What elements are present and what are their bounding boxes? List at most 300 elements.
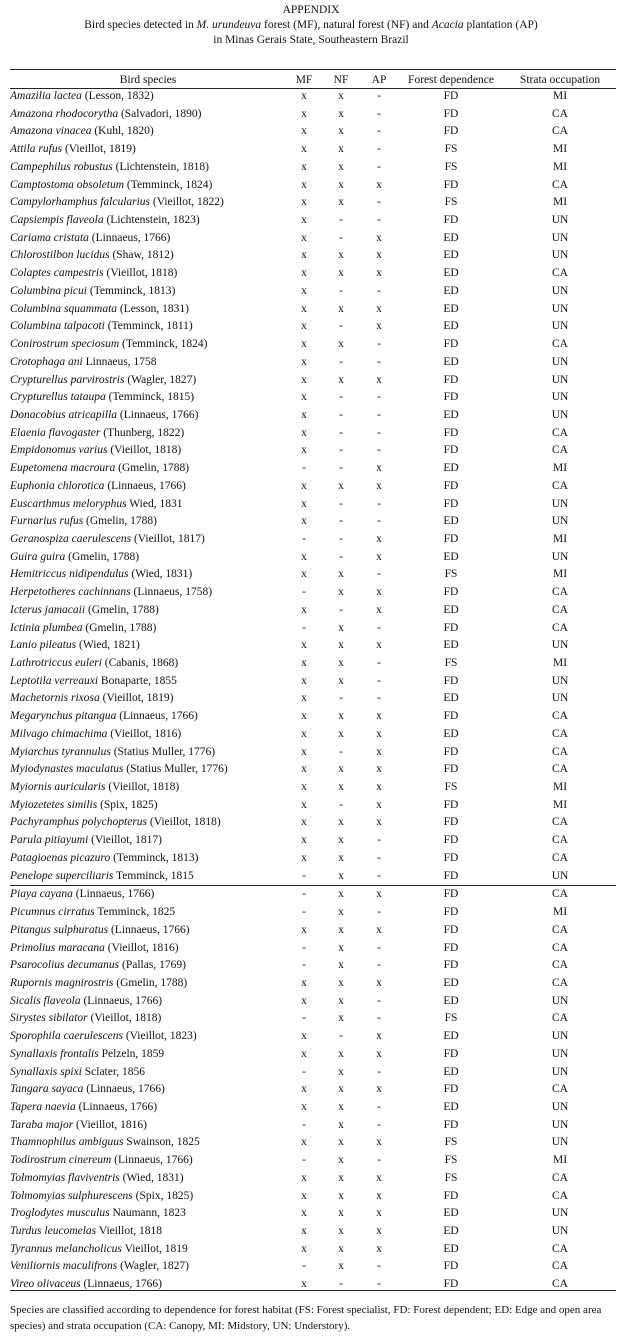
nf-cell: x [338,1136,344,1149]
species-authority: (Linnaeus, 1766) [78,1100,158,1113]
species-authority: (Linnaeus, 1766) [75,888,155,901]
strata-occupation-cell: UN [551,214,569,227]
forest-dependence-cell: FD [443,107,459,120]
mf-cell: x [301,1100,307,1113]
mf-cell: x [301,657,307,669]
scientific-name: Cariama cristata [10,231,89,244]
scientific-name: Furnarius rufus [10,515,84,528]
ap-cell: x [376,373,382,386]
scientific-name: Ictinia plumbea [10,621,83,634]
forest-dependence-cell: FD [443,338,459,351]
mf-cell: x [301,851,307,864]
table-row [10,478,616,496]
species-authority: (Wagler, 1827) [120,1260,189,1273]
ap-cell: x [376,532,382,545]
nf-cell: x [338,1047,344,1060]
ap-cell: - [377,568,381,581]
species-cell [10,496,286,514]
species-authority: (Vieillot, 1818) [149,816,221,829]
nf-cell: x [338,586,344,599]
bottom-rule [10,1290,616,1291]
species-cell [10,460,286,478]
table-row [10,177,616,195]
scientific-name: Camptostoma obsoletum [10,178,125,191]
ap-cell: x [376,1207,382,1220]
species-authority: (Vieillot, 1816) [76,1118,147,1131]
ap-cell: x [376,1171,382,1184]
nf-cell: x [338,160,344,173]
species-authority: Linnaeus, 1758 [85,355,157,368]
species-authority: (Vieillot, 1823) [125,1030,197,1043]
table-row [10,283,616,301]
ap-cell: x [376,320,382,333]
nf-cell: x [338,1118,344,1131]
strata-occupation-cell: CA [552,1171,568,1184]
forest-dependence-cell: ED [443,727,459,740]
species-authority: (Temminck, 1824) [126,178,213,191]
strata-occupation-cell: UN [551,284,569,297]
table-row [10,194,616,212]
strata-occupation-cell: UN [551,320,569,333]
nf-cell: - [339,1030,343,1043]
table-header-row [10,72,616,88]
forest-dependence-cell: FD [443,444,459,457]
species-cell [10,1064,286,1082]
table-row [10,1258,616,1276]
forest-dependence-cell: FS [444,781,458,794]
species-cell [10,602,286,620]
ap-cell: x [376,1030,382,1043]
mf-cell: x [301,1171,307,1184]
table-row [10,1081,616,1099]
scientific-name: Todirostrum cinereum [10,1154,112,1167]
mf-cell: x [301,710,307,723]
species-authority: (Pallas, 1769) [122,959,186,972]
scientific-name: Tolmomyias flaviventris [10,1171,120,1184]
strata-occupation-cell: MI [552,532,568,545]
nf-cell: x [338,1225,344,1237]
forest-dependence-cell: ED [443,355,459,368]
ap-cell: x [376,798,382,811]
forest-dependence-cell: ED [443,249,459,262]
scientific-name: Thamnophilus ambiguus [10,1136,124,1149]
species-authority: (Gmelin, 1788) [68,550,140,563]
table-row [10,1152,616,1170]
ap-cell: x [376,710,382,723]
scientific-name: Myiarchus tyrannulus [10,745,111,758]
forest-dependence-cell: FD [443,834,459,847]
mf-cell: x [301,479,307,492]
ap-cell: - [377,355,381,368]
mf-cell: x [301,1207,307,1220]
table-row [10,230,616,248]
strata-occupation-cell: CA [552,959,568,972]
title-part: forest (MF), natural forest (NF) and [261,19,432,31]
mf-cell: x [301,1030,307,1043]
strata-occupation-cell: CA [552,923,568,936]
species-cell [10,318,286,336]
ap-cell: x [376,1047,382,1060]
scientific-name: Synallaxis frontalis [10,1047,99,1060]
forest-dependence-cell: ED [443,1207,459,1220]
ap-cell: - [377,621,381,634]
nf-cell: - [339,692,343,705]
forest-dependence-cell: FD [443,798,459,811]
table-row [10,886,616,904]
forest-dependence-cell: FD [443,178,459,191]
nf-cell: x [338,267,344,280]
mf-cell: x [301,444,307,457]
nf-cell: - [339,408,343,421]
table-row [10,957,616,975]
scientific-name: Myiornis auricularis [10,781,106,794]
mf-cell: x [301,692,307,705]
table-row [10,123,616,141]
strata-occupation-cell: UN [551,391,569,404]
species-cell [10,1117,286,1135]
mf-cell: x [301,355,307,368]
table-row [10,301,616,319]
ap-cell: - [377,426,381,439]
species-cell [10,88,286,106]
column-header: MF [295,74,313,86]
nf-cell: x [338,1012,344,1025]
mf-cell: x [301,745,307,758]
mf-cell: x [301,798,307,811]
species-authority: Wied, 1831 [129,497,183,510]
species-authority: Temminck, 1825 [97,906,176,919]
species-authority: Sclater, 1856 [84,1065,145,1078]
species-cell [10,637,286,655]
forest-dependence-cell: FD [443,745,459,758]
nf-cell: - [339,515,343,528]
mf-cell: x [301,90,307,102]
strata-occupation-cell: MI [552,160,568,173]
strata-occupation-cell: CA [552,267,568,280]
forest-dependence-cell: FS [444,1136,458,1149]
ap-cell: - [377,338,381,351]
strata-occupation-cell: MI [552,568,568,581]
scientific-name: Colaptes campestris [10,267,104,280]
species-cell [10,1170,286,1188]
nf-cell: x [338,781,344,794]
forest-dependence-cell: FD [443,906,459,919]
nf-cell: x [338,1154,344,1167]
table-row [10,761,616,779]
nf-cell: x [338,1242,344,1255]
strata-occupation-cell: CA [552,976,568,989]
species-cell [10,814,286,832]
nf-cell: - [339,284,343,297]
species-authority: Swainson, 1825 [126,1136,200,1149]
forest-dependence-cell: FD [443,941,459,954]
forest-dependence-cell: ED [443,231,459,244]
ap-cell: - [377,90,381,102]
species-cell [10,975,286,993]
ap-cell: - [377,125,381,138]
table-row [10,655,616,673]
nf-cell: x [338,923,344,936]
species-cell [10,1241,286,1259]
ap-cell: - [377,444,381,457]
top-rule [10,69,616,70]
species-cell [10,141,286,159]
table-row [10,975,616,993]
scientific-name: Rupornis magnirostris [10,976,114,989]
table-row [10,620,616,638]
ap-cell: x [376,1136,382,1149]
strata-occupation-cell: CA [552,763,568,776]
mf-cell: - [302,959,306,972]
strata-occupation-cell: MI [552,90,568,102]
species-authority: (Thunberg, 1822) [103,426,185,439]
strata-occupation-cell: CA [552,125,568,138]
column-header: NF [333,74,349,86]
mf-cell: x [301,727,307,740]
scientific-name: Vireo olivaceus [10,1278,81,1291]
table-row [10,566,616,584]
strata-occupation-cell: MI [552,462,568,475]
strata-occupation-cell: UN [551,355,569,368]
mf-cell: x [301,426,307,439]
ap-cell: - [377,657,381,669]
mf-cell: x [301,1189,307,1202]
forest-dependence-cell: ED [443,1065,459,1078]
table-row [10,832,616,850]
strata-occupation-cell: MI [552,196,568,209]
species-cell [10,442,286,460]
species-cell [10,673,286,691]
table-row [10,1099,616,1117]
forest-dependence-cell: FD [443,710,459,723]
nf-cell: x [338,479,344,492]
forest-dependence-cell: FD [443,214,459,227]
scientific-name: Sirystes sibilator [10,1012,88,1025]
table-row [10,904,616,922]
strata-occupation-cell: UN [551,692,569,705]
forest-dependence-cell: FD [443,1083,459,1096]
table-row [10,442,616,460]
species-cell [10,940,286,958]
scientific-name: Lanio pileatus [10,639,77,652]
scientific-name: Veniliornis maculifrons [10,1260,118,1273]
nf-cell: x [338,1083,344,1096]
ap-cell: - [377,1065,381,1078]
scientific-name: Campylorhamphus falcularius [10,196,151,209]
nf-cell: x [322,886,360,904]
species-cell [10,123,286,141]
scientific-name: Machetornis rixosa [10,692,100,705]
table-row [10,1010,616,1028]
species-cell [10,690,286,708]
scientific-name: Parula pitiayumi [10,834,89,847]
mf-cell: x [301,373,307,386]
forest-dependence-cell: ED [443,1242,459,1255]
species-authority: (Wied, 1821) [79,639,140,652]
strata-occupation-cell: CA [552,1242,568,1255]
document-page [0,3,622,1338]
species-authority: (Cabanis, 1868) [104,657,179,669]
nf-cell: x [338,674,344,687]
mf-cell: x [301,816,307,829]
nf-cell: x [338,107,344,120]
scientific-name: Milvago chimachima [10,727,108,740]
table-row [10,726,616,744]
ap-cell: - [377,107,381,120]
forest-dependence-cell: FD [443,586,459,599]
table-row [10,1188,616,1206]
species-cell [10,868,286,886]
nf-cell: x [338,816,344,829]
species-authority: (Linnaeus, 1766) [91,231,171,244]
forest-dependence-cell: FD [443,90,459,102]
forest-dependence-cell: ED [443,994,459,1007]
table-row [10,708,616,726]
table-subtitle: in Minas Gerais State, Southeastern Brazil [213,34,409,46]
mf-cell: x [301,781,307,794]
table-row [10,496,616,514]
nf-cell: - [339,462,343,475]
forest-dependence-cell: ED [443,267,459,280]
strata-occupation-cell: CA [552,1189,568,1202]
ap-cell: - [377,994,381,1007]
species-cell [10,354,286,372]
scientific-name: Pitangus sulphuratus [10,923,109,936]
scientific-name: Myiodynastes maculatus [10,763,124,776]
species-authority: Naumann, 1823 [112,1207,186,1220]
species-authority: (Linnaeus, 1766) [86,1083,165,1096]
species-authority: (Gmelin, 1788) [85,621,157,634]
mf-cell: x [301,763,307,776]
ap-cell: - [377,284,381,297]
species-cell [10,584,286,602]
mf-cell: x [301,550,307,563]
species-cell [10,957,286,975]
strata-occupation-cell: CA [552,1278,568,1291]
forest-dependence-cell: ED [443,462,459,475]
strata-occupation-cell: CA [552,586,568,599]
mf-cell: x [301,568,307,581]
ap-cell: - [377,408,381,421]
table-row [10,141,616,159]
species-cell [10,283,286,301]
nf-cell: x [338,976,344,989]
scientific-name: Crypturellus tataupa [10,391,106,404]
strata-occupation-cell: UN [551,249,569,262]
table-row [10,372,616,390]
species-cell [10,389,286,407]
forest-dependence-cell: FD [443,373,459,386]
species-authority: (Lichtenstein, 1823) [106,214,200,227]
strata-occupation-cell: UN [551,497,569,510]
table-row [10,1223,616,1241]
forest-dependence-cell: ED [443,284,459,297]
mf-cell: - [302,1065,306,1078]
mf-cell: x [301,976,307,989]
species-authority: Vieillot, 1819 [124,1242,188,1255]
mf-cell: - [302,941,306,954]
ap-cell: - [377,906,381,919]
scientific-name: Capsiempis flaveola [10,214,104,227]
species-authority: (Vieillot, 1818) [90,1012,162,1025]
forest-dependence-cell: ED [443,302,459,315]
table-row [10,779,616,797]
strata-occupation-cell: MI [552,906,568,919]
ap-cell: - [377,160,381,173]
species-cell [10,1258,286,1276]
species-authority: (Wied, 1831) [122,1171,184,1184]
mf-cell: - [302,1154,306,1167]
species-cell [10,744,286,762]
species-authority: (Linnaeus, 1758) [133,586,213,599]
strata-occupation-cell: UN [551,231,569,244]
ap-cell: - [377,143,381,156]
scientific-name: Elaenia flavogaster [10,426,101,439]
scientific-name: Columbina picui [10,284,87,297]
species-cell [10,620,286,638]
table-row [10,1276,616,1294]
forest-dependence-cell: ED [443,1030,459,1043]
mf-cell: x [301,1136,307,1149]
forest-dependence-cell: ED [443,320,459,333]
scientific-name: Synallaxis spixi [10,1065,82,1078]
forest-dependence-cell: FD [443,532,459,545]
nf-cell: - [339,355,343,368]
ap-cell: - [377,1260,381,1273]
scientific-name: Eupetomena macroura [10,462,116,475]
forest-dependence-cell: FS [444,143,458,156]
nf-cell: x [338,959,344,972]
species-authority: (Temminck, 1813) [113,851,199,864]
scientific-name: Tapera naevia [10,1100,76,1113]
table-row [10,940,616,958]
scientific-name: Picumnus cirratus [10,906,95,919]
species-authority: (Temminck, 1815) [108,391,195,404]
species-cell [10,761,286,779]
species-cell [10,212,286,230]
table-row [10,673,616,691]
mf-cell: x [301,994,307,1007]
forest-dependence-cell: FD [443,869,459,882]
ap-cell: - [377,1012,381,1025]
mf-cell: x [301,1083,307,1096]
nf-cell: - [339,320,343,333]
strata-occupation-cell: CA [552,1083,568,1096]
mf-cell: x [301,1278,307,1291]
forest-dependence-cell: FD [443,959,459,972]
title-part-italic: M. urundeuva [196,19,262,31]
table-row [10,265,616,283]
ap-cell: x [376,586,382,599]
species-authority: Pelzeln, 1859 [101,1047,165,1060]
mf-cell: - [302,1260,306,1273]
nf-cell: x [338,302,344,315]
nf-cell: - [339,214,343,227]
column-header: Forest dependence [408,74,494,86]
scientific-name: Crotophaga ani [10,355,83,368]
ap-cell: x [376,462,382,475]
strata-occupation-cell: CA [552,941,568,954]
ap-cell: - [377,214,381,227]
scientific-name: Euphonia chlorotica [10,479,105,492]
table-row [10,1205,616,1223]
strata-occupation-cell: UN [551,302,569,315]
species-authority: (Spix, 1825) [100,798,158,811]
ap-cell: x [376,727,382,740]
scientific-name: Tangara sayaca [10,1083,84,1096]
scientific-name: Guira guira [10,550,66,563]
strata-occupation-cell: CA [552,851,568,864]
